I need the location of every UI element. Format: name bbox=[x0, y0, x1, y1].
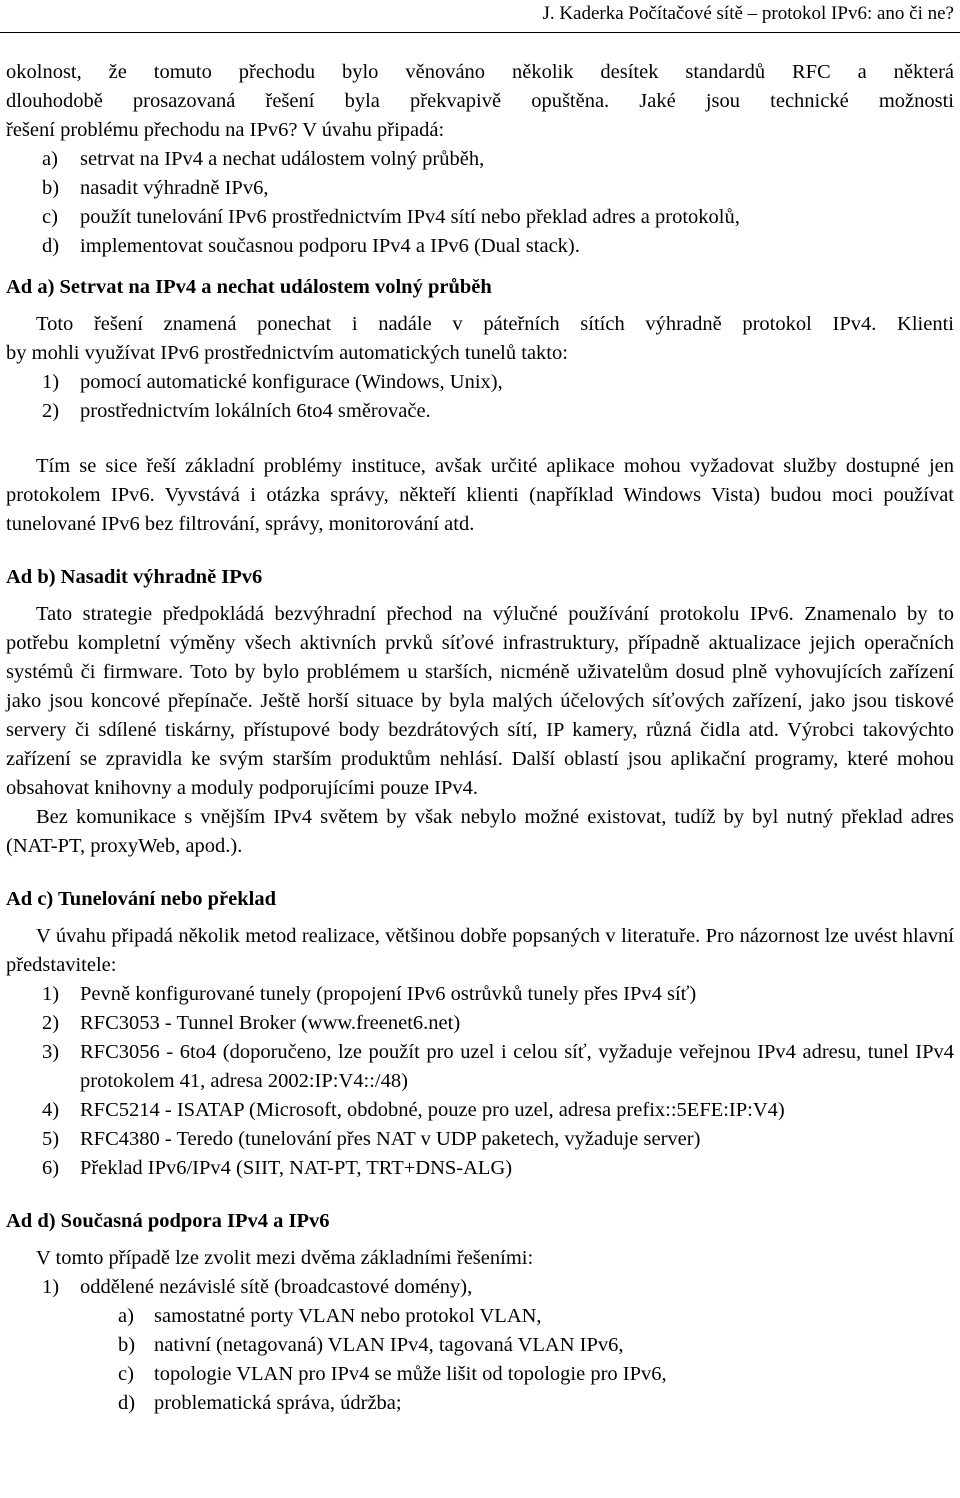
list-item: a) setrvat na IPv4 a nechat událostem volný průběh, bbox=[42, 148, 485, 170]
intro-line-1: okolnost, že tomuto přechodu bylo věnováno několik desítek standardů RFC a některá bbox=[6, 61, 954, 83]
list-item: 4) RFC5214 - ISATAP (Microsoft, obdobné, pouze pro uzel, adresa prefix::5EFE:IP:V4) bbox=[42, 1099, 785, 1121]
list-item: 5) RFC4380 - Teredo (tunelování přes NAT v UDP paketech, vyžaduje server) bbox=[42, 1128, 701, 1150]
section-b-paragraph-2: Bez komunikace s vnějším IPv4 světem by však nebylo možné existovat, tudíž by byl nutný překlad adres (NAT-PT, proxyWeb, apod.). bbox=[6, 806, 954, 857]
intro-line-2: dlouhodobě prosazovaná řešení byla překvapivě opuštěna. Jaké jsou technické možnosti bbox=[6, 90, 954, 112]
section-a-heading: Ad a) Setrvat na IPv4 a nechat událostem volný průběh bbox=[6, 276, 492, 298]
section-d-paragraph-1: V tomto případě lze zvolit mezi dvěma základními řešeními: bbox=[36, 1247, 534, 1269]
section-c-paragraph-1: V úvahu připadá několik metod realizace, většinou dobře popsaných v literatuře. Pro názornost lze uvést hlavní představitele: bbox=[6, 925, 954, 976]
options-list bbox=[6, 145, 954, 261]
section-d-heading: Ad d) Současná podpora IPv4 a IPv6 bbox=[6, 1210, 330, 1232]
section-b-paragraph-1: Tato strategie předpokládá bezvýhradní přechod na výlučné používání protokolu IPv6. Znamenalo by to potřebu kompletní výměny všech aktivních prvků síťové infrastruktury, případně aktualizace jejich operačních systémů či firmware. Toto by bylo problémem u starších, nicméně uživatelům dosud plně vyhovujících zařízení jako jsou koncové přepínače. Ještě horší situace by byla malých účelových síťových zařízení, jako jsou tiskové servery či sdílené tiskárny, přístupové body bezdrátových sítí, IP kamery, různá čidla atd. Výrobci takovýchto zařízení se zpravidla ke svým starším produktům nehlásí. Další oblastí jsou aplikační programy, které mohou obsahovat knihovny a moduly podporujícími pouze IPv4. bbox=[6, 603, 954, 799]
list-item: 2) prostřednictvím lokálních 6to4 směrovače. bbox=[42, 400, 431, 422]
list-item: b) nativní (netagovaná) VLAN IPv4, tagovaná VLAN IPv6, bbox=[118, 1334, 624, 1356]
section-a-paragraph-2: Tím se sice řeší základní problémy instituce, avšak určité aplikace mohou vyžadovat služby dostupné jen protokolem IPv6. Vyvstává i otázka správy, někteří klienti (například Windows Vista) budou moci používat tunelované IPv6 bez filtrování, správy, monitorování atd. bbox=[6, 455, 954, 535]
list-item: c) použít tunelování IPv6 prostřednictvím IPv4 sítí nebo překlad adres a protokolů, bbox=[42, 206, 740, 228]
list-item: c) topologie VLAN pro IPv4 se může lišit od topologie pro IPv6, bbox=[118, 1363, 667, 1385]
list-item: 6) Překlad IPv6/IPv4 (SIIT, NAT-PT, TRT+DNS-ALG) bbox=[42, 1157, 513, 1179]
section-d-sublist bbox=[6, 1302, 954, 1418]
section-d-list bbox=[6, 1273, 954, 1302]
page-header bbox=[0, 0, 960, 33]
section-c-list bbox=[6, 980, 954, 1183]
list-item: d) implementovat současnou podporu IPv4 a IPv6 (Dual stack). bbox=[42, 235, 580, 257]
intro-line-3: řešení problému přechodu na IPv6? V úvahu připadá: bbox=[6, 119, 445, 141]
section-a-line-2: by mohli využívat IPv6 prostřednictvím automatických tunelů takto: bbox=[6, 342, 568, 364]
section-b-heading: Ad b) Nasadit výhradně IPv6 bbox=[6, 566, 263, 588]
list-item: b) nasadit výhradně IPv6, bbox=[42, 177, 269, 199]
section-a-list bbox=[6, 368, 954, 426]
list-item: 1) Pevně konfigurované tunely (propojení IPv6 ostrůvků tunely přes IPv4 síť) bbox=[42, 983, 697, 1005]
section-c-heading: Ad c) Tunelování nebo překlad bbox=[6, 888, 276, 910]
list-item: a) samostatné porty VLAN nebo protokol VLAN, bbox=[118, 1305, 542, 1327]
list-item: 1) pomocí automatické konfigurace (Windows, Unix), bbox=[42, 371, 503, 393]
list-item: 2) RFC3053 - Tunnel Broker (www.freenet6.net) bbox=[42, 1012, 461, 1034]
list-item: 3) RFC3056 - 6to4 (doporučeno, lze použít pro uzel i celou síť, vyžaduje veřejnou IPv4 adresu, tunel IPv4 protokolem 41, adresa 2002:IP:V4::/48) bbox=[42, 1041, 954, 1092]
list-item: d) problematická správa, údržba; bbox=[118, 1392, 402, 1414]
document-body bbox=[6, 58, 954, 1418]
list-item: 1) oddělené nezávislé sítě (broadcastové domény), bbox=[42, 1276, 473, 1298]
header-title: J. Kaderka Počítačové sítě – protokol IPv6: ano či ne? bbox=[542, 3, 954, 24]
section-a-line-1: Toto řešení znamená ponechat i nadále v páteřních sítích výhradně protokol IPv4. Klienti bbox=[36, 313, 954, 335]
